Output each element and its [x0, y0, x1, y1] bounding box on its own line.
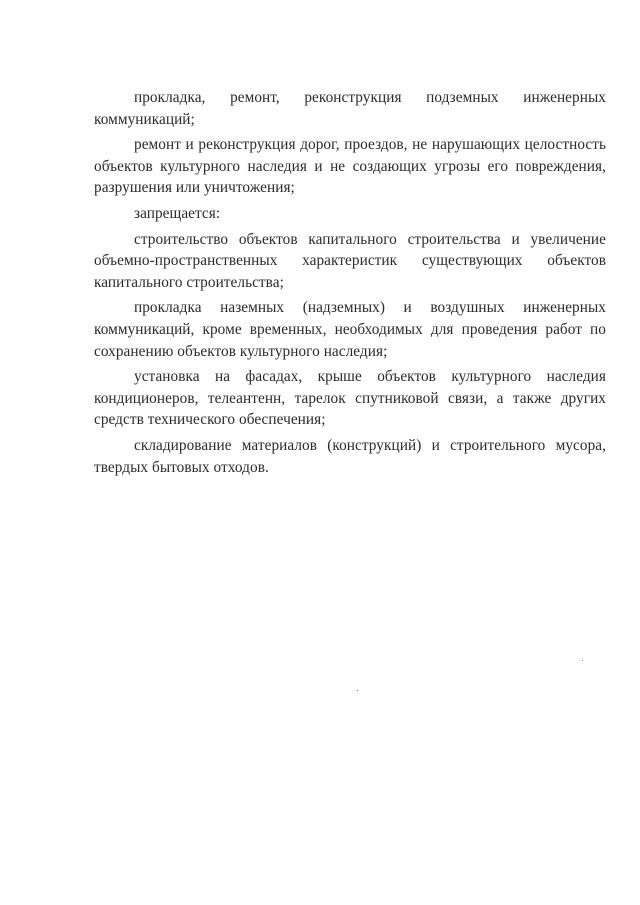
- paragraph-2: ремонт и реконструкция дорог, проездов, не нарушающих целостность объектов культурного наследия и не создающих угрозы его повреждения, разрушения или уничтожения;: [94, 136, 606, 197]
- scan-speck: [582, 660, 583, 661]
- paragraph-6: установка на фасадах, крыше объектов культурного наследия кондиционеров, телеантенн, тарелок спутниковой связи, а также других средств технического обеспечения;: [94, 368, 606, 429]
- scan-speck: [357, 690, 358, 691]
- paragraph-7: складирование материалов (конструкций) и строительного мусора, твердых бытовых отходов.: [94, 436, 606, 476]
- paragraph-3: запрещается:: [134, 204, 221, 222]
- paragraph-4: строительство объектов капитального строительства и увеличение объемно-пространственных характеристик существующих объектов капитального строительства;: [94, 230, 606, 291]
- document-body: [94, 87, 606, 482]
- paragraph-1: прокладка, ремонт, реконструкция подземных инженерных коммуникаций;: [94, 89, 606, 128]
- paragraph-5: прокладка наземных (надземных) и воздушных инженерных коммуникаций, кроме временных, необходимых для проведения работ по сохранению объектов культурного наследия;: [94, 299, 606, 360]
